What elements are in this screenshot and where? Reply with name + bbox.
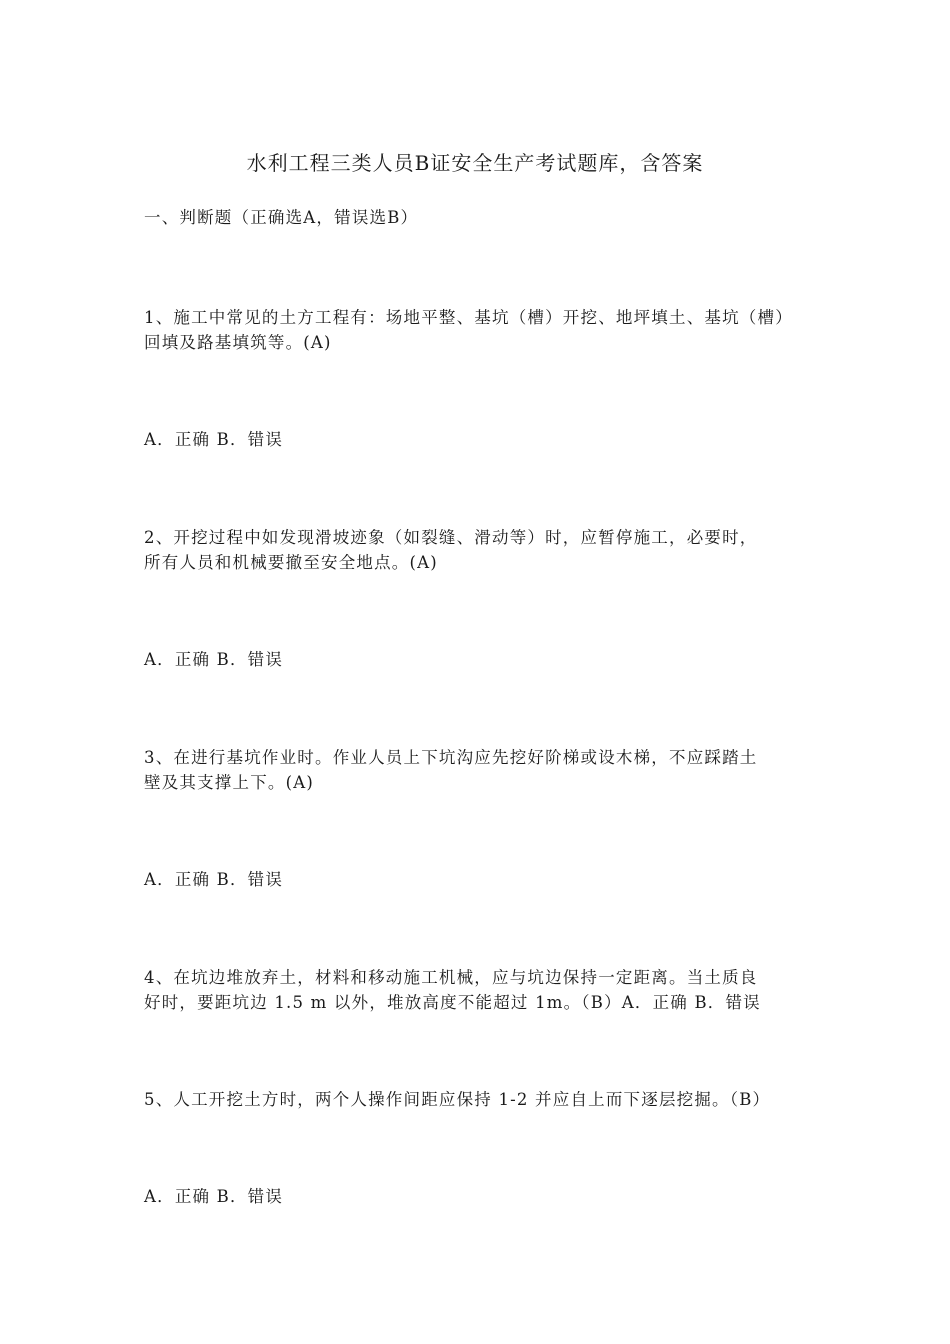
document-title: 水利工程三类人员B证安全生产考试题库，含答案 xyxy=(246,151,704,175)
question-2-text-line-1: 2、开挖过程中如发现滑坡迹象（如裂缝、滑动等）时，应暂停施工，必要时， xyxy=(144,528,758,547)
question-2-options: A．正确 B．错误 xyxy=(144,650,284,669)
question-5-text-line-1: 5、人工开挖土方时，两个人操作间距应保持 1-2 并应自上而下逐层挖掘。（B） xyxy=(144,1090,771,1109)
question-1-options: A．正确 B．错误 xyxy=(144,430,284,449)
section-heading: 一、判断题（正确选A，错误选B） xyxy=(144,208,419,227)
question-4-text-line-1: 4、在坑边堆放弃土，材料和移动施工机械，应与坑边保持一定距离。当土质良 xyxy=(144,968,758,987)
question-4-text-line-2: 好时，要距坑边 1.5 m 以外，堆放高度不能超过 1m。（B）A．正确 B．错误 xyxy=(144,993,761,1012)
question-3-text-line-1: 3、在进行基坑作业时。作业人员上下坑沟应先挖好阶梯或设木梯，不应踩踏土 xyxy=(144,748,758,767)
question-1-text-line-1: 1、施工中常见的土方工程有：场地平整、基坑（槽）开挖、地坪填土、基坑（槽） xyxy=(144,308,793,327)
question-3-text-line-2: 壁及其支撑上下。(A) xyxy=(144,773,314,792)
question-2-text-line-2: 所有人员和机械要撤至安全地点。(A) xyxy=(144,553,438,572)
question-1-text-line-2: 回填及路基填筑等。(A) xyxy=(144,333,332,352)
question-5-options: A．正确 B．错误 xyxy=(144,1187,284,1206)
question-3-options: A．正确 B．错误 xyxy=(144,870,284,889)
